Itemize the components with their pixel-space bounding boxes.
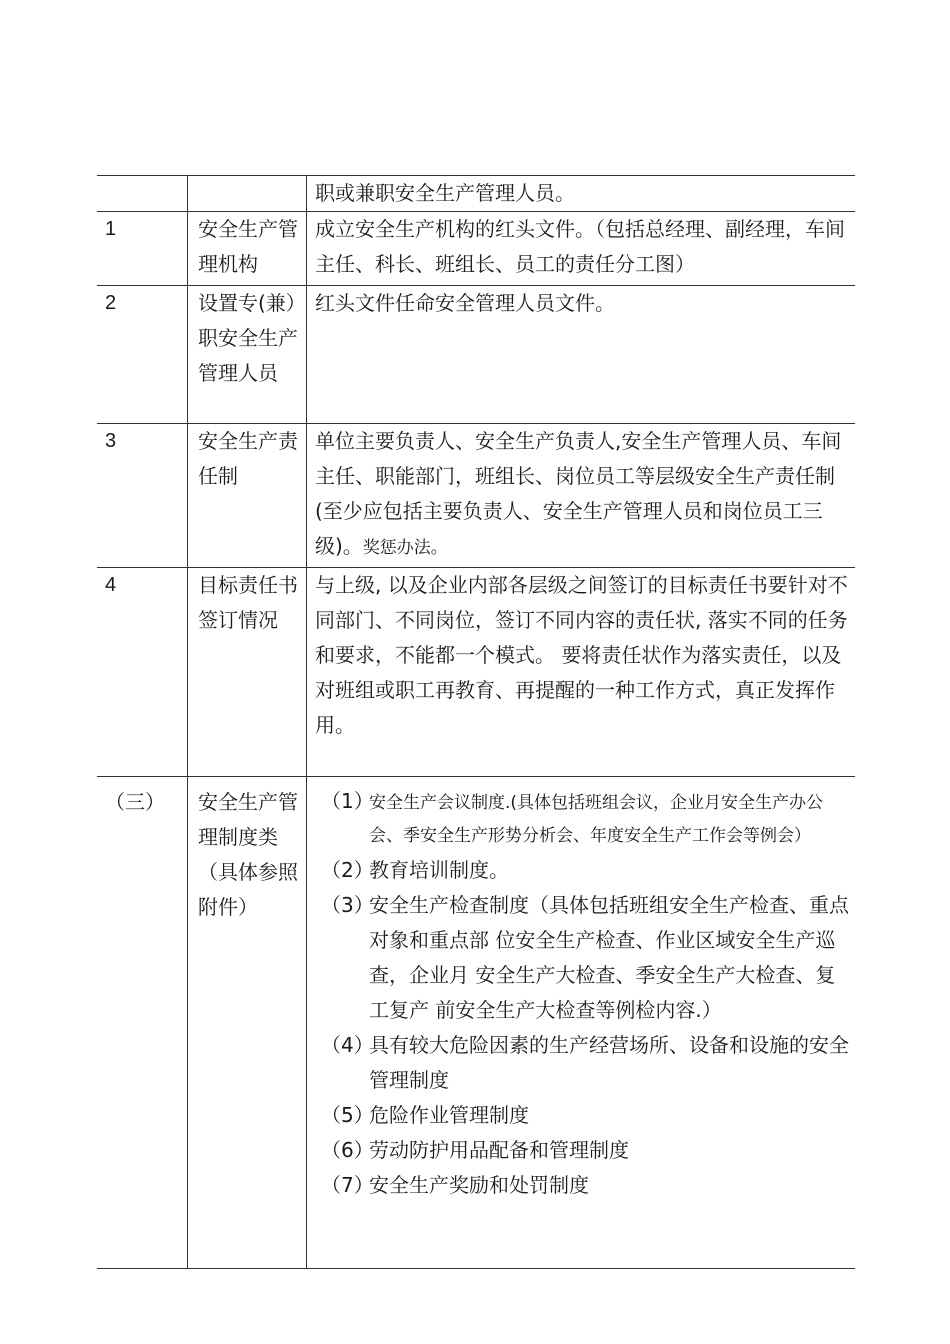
list-marker: （5） (321, 1103, 374, 1127)
content-tail-text: 奖惩办法。 (362, 538, 448, 558)
list-item (321, 1133, 849, 1168)
list-marker: （3） (321, 893, 374, 917)
list-item (321, 888, 849, 1028)
item-cell (188, 176, 307, 212)
table-row (97, 424, 855, 568)
list-item (321, 853, 849, 888)
system-list (321, 785, 849, 1203)
content-text: 单位主要负责人、安全生产负责人,安全生产管理人员、车间主任、职能部门，班组长、岗位员工等层级安全生产责任制(至少应包括主要负责人、安全生产管理人员和岗位员工三级)。 (315, 429, 842, 558)
list-text: 安全生产奖励和处罚制度 (369, 1173, 589, 1197)
table-row (97, 568, 855, 777)
content-cell: 红头文件任命安全管理人员文件。 (307, 286, 856, 424)
row-number-cell: 4 (97, 568, 188, 777)
table-row (97, 286, 855, 424)
list-text: 危险作业管理制度 (369, 1103, 529, 1127)
row-number-cell: 1 (97, 212, 188, 286)
item-cell: 目标责任书签订情况 (188, 568, 307, 777)
list-text: 劳动防护用品配备和管理制度 (369, 1138, 629, 1162)
list-marker: （6） (321, 1138, 374, 1162)
row-number-cell (97, 176, 188, 212)
list-text: 安全生产会议制度.(具体包括班组会议，企业月安全生产办公会、季安全生产形势分析会、年度安全生产工作会等例会） (369, 793, 824, 846)
row-number-cell: 2 (97, 286, 188, 424)
list-marker: （2） (321, 858, 374, 882)
list-marker: （7） (321, 1173, 374, 1197)
list-item (321, 1168, 849, 1203)
content-cell: 职或兼职安全生产管理人员。 (307, 176, 856, 212)
list-item (321, 1028, 849, 1098)
item-cell: 安全生产责任制 (188, 424, 307, 568)
content-cell (307, 424, 856, 568)
requirements-table (97, 175, 855, 1269)
list-text: 教育培训制度。 (369, 858, 509, 882)
content-cell: 成立安全生产机构的红头文件。（包括总经理、副经理，车间主任、科长、班组长、员工的责任分工图） (307, 212, 856, 286)
list-item (321, 1098, 849, 1133)
item-cell: 安全生产管理机构 (188, 212, 307, 286)
content-cell (307, 777, 856, 1269)
list-marker: （4） (321, 1033, 374, 1057)
list-marker: （1） (321, 789, 374, 813)
row-number-cell: （三） (97, 777, 188, 1269)
table-row (97, 777, 855, 1269)
item-cell: 设置专(兼）职安全生产管理人员 (188, 286, 307, 424)
row-number-cell: 3 (97, 424, 188, 568)
content-cell: 与上级, 以及企业内部各层级之间签订的目标责任书要针对不同部门、不同岗位，签订不同内容的责任状, 落实不同的任务和要求，不能都一个模式。 要将责任状作为落实责任，以及对班组或职工再教育、再提醒的一种工作方式，真正发挥作用。 (307, 568, 856, 777)
table-row (97, 212, 855, 286)
list-text: 具有较大危险因素的生产经营场所、设备和设施的安全管理制度 (369, 1033, 849, 1092)
list-text: 安全生产检查制度（具体包括班组安全生产检查、重点对象和重点部 位安全生产检查、作业区域安全生产巡查，企业月 安全生产大检查、季安全生产大检查、复工复产 前安全生产大检查等例检内容.） (369, 893, 849, 1022)
table-row (97, 176, 855, 212)
list-item (321, 785, 849, 853)
item-cell: 安全生产管理制度类（具体参照附件） (188, 777, 307, 1269)
